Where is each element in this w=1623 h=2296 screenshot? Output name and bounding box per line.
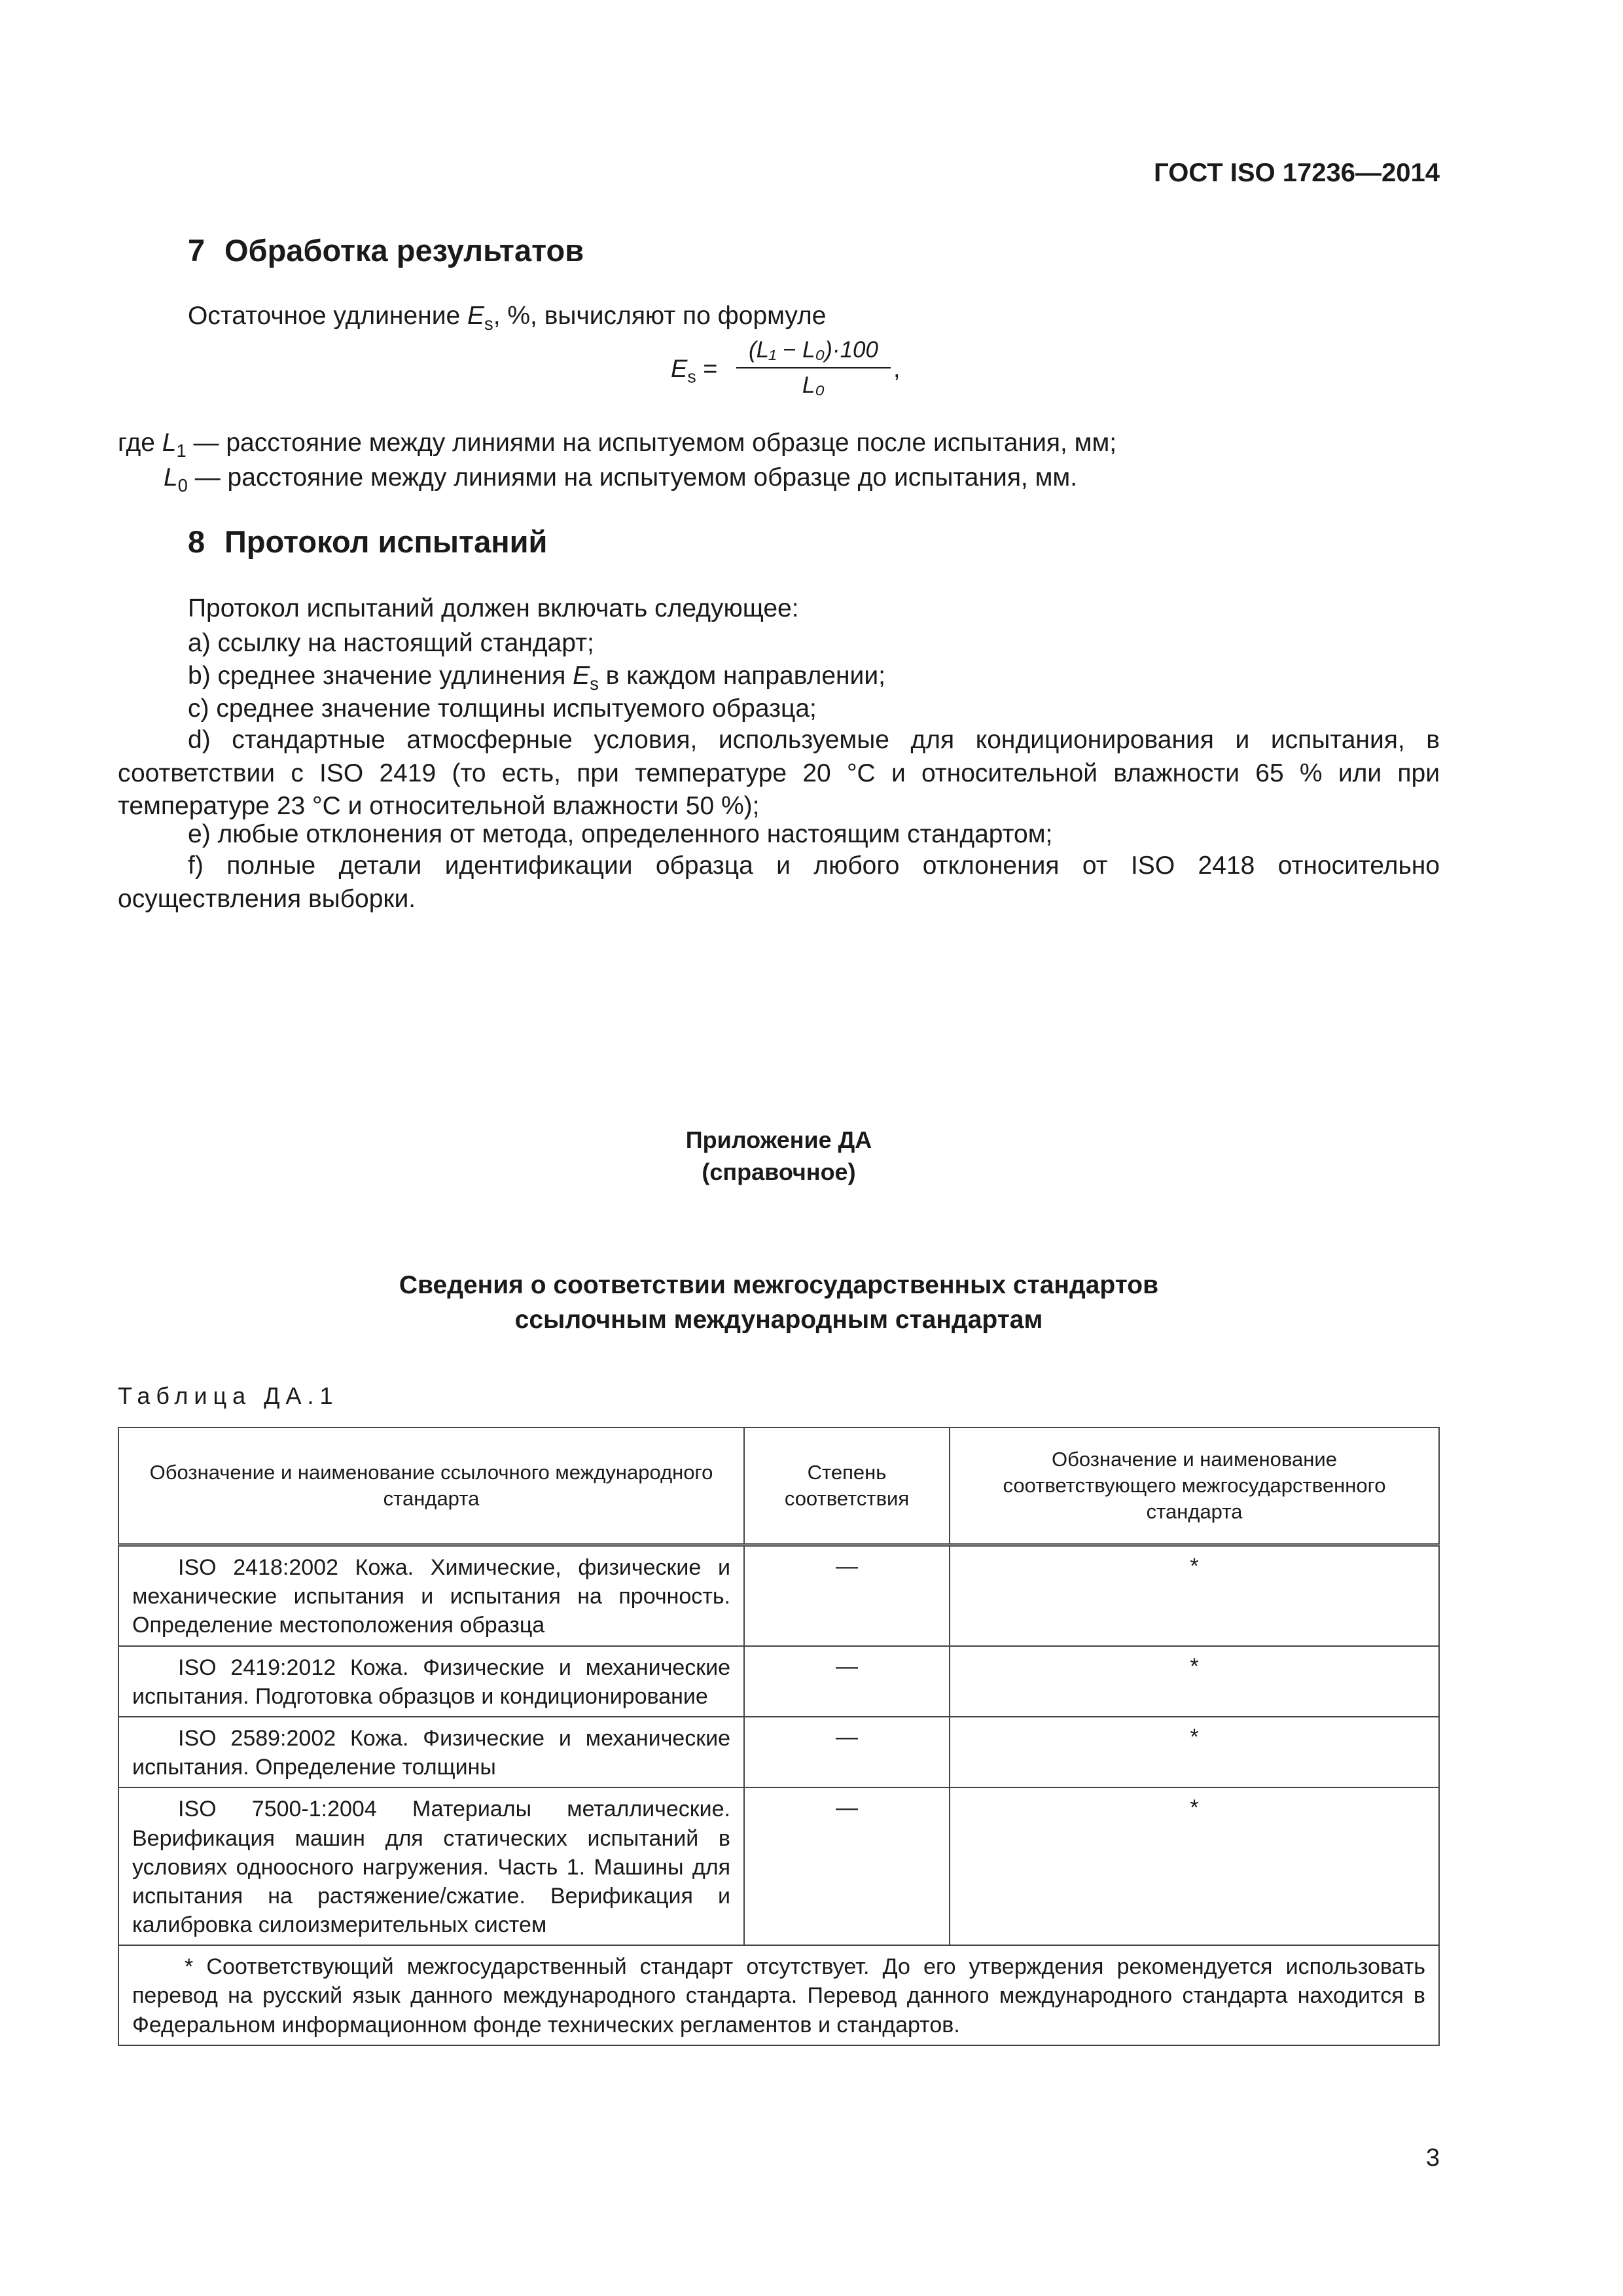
standard-code: ГОСТ ISO 17236—2014	[1154, 158, 1440, 187]
item-d-text: d) стандартные атмосферные условия, используемые для кондиционирования и испытания, в соответствии с ISO 2419 (то есть, при температуре 20 °С и относительной влажности 65 % или при температуре 23 °С и относительной влажности 50 %);	[118, 726, 1440, 821]
formula-numerator: (L₁ − L₀)·100	[736, 337, 891, 368]
formula-fraction	[736, 337, 891, 399]
cell-degree: —	[744, 1545, 950, 1646]
table-row	[118, 1717, 1439, 1787]
protocol-intro: Протокол испытаний должен включать следующее:	[188, 594, 799, 622]
intro-text: Остаточное удлинение	[188, 302, 468, 330]
where-line-2	[164, 461, 1077, 497]
protocol-item-f	[118, 850, 1440, 916]
annex-title	[118, 1124, 1440, 1188]
where-symbol: L	[162, 429, 177, 457]
item-f-text: f) полные детали идентификации образца и любого отклонения от ISO 2418 относительно осуществления выборки.	[118, 852, 1440, 913]
item-b-text-end: в каждом направлении;	[598, 662, 885, 690]
correspondence-table	[118, 1427, 1440, 2046]
cell-interstate: *	[950, 1717, 1439, 1787]
section-7-intro	[188, 300, 826, 335]
where-text: — расстояние между линиями на испытуемом образце после испытания, мм;	[186, 429, 1117, 457]
page-number: 3	[1425, 2144, 1440, 2172]
formula-lhs	[671, 355, 717, 387]
header-degree: Степень соответствия	[744, 1427, 950, 1545]
table-footnote: * Соответствующий межгосударственный стандарт отсутствует. До его утверждения рекомендуется использовать перевод на русский язык данного международного стандарта. Перевод данного международного стандарта находится в Федеральном информационном фонде технических регламентов и стандартов.	[118, 1945, 1439, 2045]
annex-title-text: Приложение ДА	[685, 1126, 872, 1153]
cell-interstate: *	[950, 1646, 1439, 1717]
cell-interstate: *	[950, 1545, 1439, 1646]
cell-degree: —	[744, 1646, 950, 1717]
cell-degree: —	[744, 1787, 950, 1945]
annex-heading-line-2: ссылочным международным стандартам	[514, 1305, 1043, 1334]
where-text: — расстояние между линиями на испытуемом образце до испытания, мм.	[187, 463, 1078, 492]
cell-degree: —	[744, 1717, 950, 1787]
table-footnote-row	[118, 1945, 1439, 2045]
annex-heading	[118, 1268, 1440, 1337]
where-symbol: L	[164, 463, 178, 492]
cell-reference: ISO 7500-1:2004 Материалы металлические. Верификация машин для статических испытаний в условиях одноосного нагружения. Часть 1. Машины для испытания на растяжение/сжатие. Верификация и калибровка силоизмерительных систем	[118, 1787, 744, 1945]
where-lead: где	[118, 429, 155, 457]
table-header-row	[118, 1427, 1439, 1545]
item-b-text: b) среднее значение удлинения	[188, 662, 573, 690]
where-line-1	[118, 427, 1116, 462]
formula-denominator: L₀	[802, 372, 825, 398]
cell-reference: ISO 2418:2002 Кожа. Химические, физические и механические испытания и испытания на прочность. Определение местоположения образца	[118, 1545, 744, 1646]
protocol-item-d	[118, 724, 1440, 823]
symbol-sub: s	[484, 313, 493, 334]
where-symbol-sub: 0	[177, 475, 188, 495]
protocol-item-b	[188, 660, 885, 695]
annex-kind: (справочное)	[702, 1158, 856, 1185]
table-row	[118, 1545, 1439, 1646]
protocol-item-c: c) среднее значение толщины испытуемого образца;	[188, 694, 817, 723]
formula-equals: =	[696, 355, 718, 383]
formula-symbol: E	[671, 355, 688, 383]
formula-symbol-sub: s	[687, 367, 696, 387]
formula-comma: ,	[893, 355, 901, 383]
cell-reference: ISO 2419:2012 Кожа. Физические и механические испытания. Подготовка образцов и кондиционирование	[118, 1646, 744, 1717]
section-title: Протокол испытаний	[224, 524, 548, 559]
symbol-e: E	[467, 302, 485, 330]
section-7-heading	[188, 232, 584, 268]
section-number: 8	[188, 524, 205, 559]
section-number: 7	[188, 233, 205, 268]
section-title: Обработка результатов	[224, 233, 584, 268]
protocol-item-a: a) ссылку на настоящий стандарт;	[188, 629, 594, 657]
header-reference: Обозначение и наименование ссылочного международного стандарта	[118, 1427, 744, 1545]
table-row	[118, 1646, 1439, 1717]
symbol-sub: s	[590, 673, 599, 694]
header-interstate: Обозначение и наименование соответствующего межгосударственного стандарта	[950, 1427, 1439, 1545]
section-8-heading	[188, 524, 547, 560]
symbol-e: E	[573, 662, 590, 690]
where-symbol-sub: 1	[176, 440, 187, 461]
table-row	[118, 1787, 1439, 1945]
cell-reference: ISO 2589:2002 Кожа. Физические и механические испытания. Определение толщины	[118, 1717, 744, 1787]
cell-interstate: *	[950, 1787, 1439, 1945]
table-caption: Таблица ДА.1	[118, 1382, 339, 1409]
annex-heading-line-1: Сведения о соответствии межгосударственных стандартов	[399, 1271, 1159, 1299]
protocol-item-e: e) любые отклонения от метода, определенного настоящим стандартом;	[188, 820, 1053, 848]
intro-text-end: , %, вычисляют по формуле	[493, 302, 827, 330]
